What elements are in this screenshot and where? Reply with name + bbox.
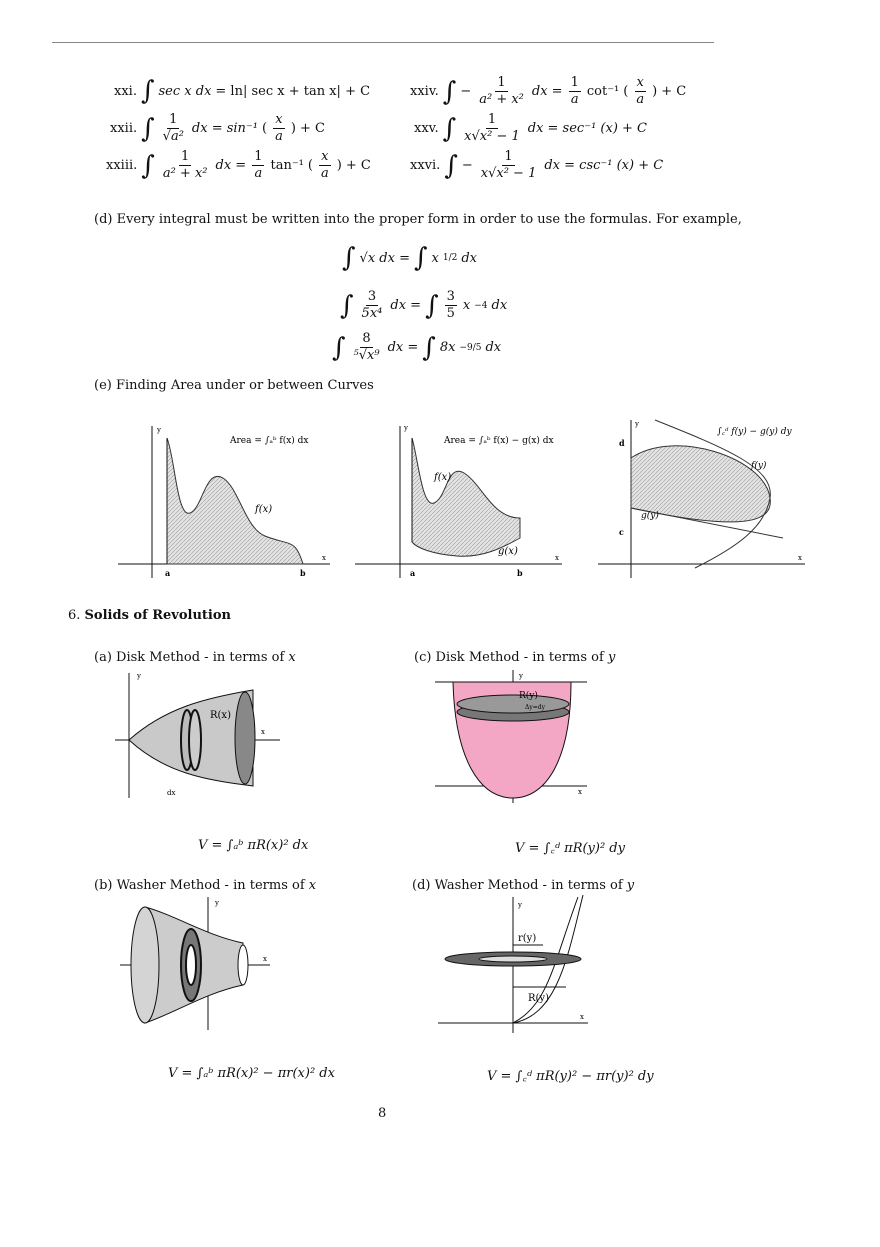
svg-text:r(y): r(y) bbox=[518, 933, 537, 944]
svg-text:x: x bbox=[263, 955, 267, 963]
svg-text:f(y): f(y) bbox=[751, 461, 767, 471]
svg-text:Δy=dy: Δy=dy bbox=[525, 704, 545, 711]
formula-washer-y: V = ∫꜀ᵈ πR(y)² − πr(y)² dy bbox=[487, 1069, 654, 1084]
svg-text:y: y bbox=[635, 420, 639, 428]
washer-y-label: (d) Washer Method - in terms of y bbox=[412, 878, 635, 893]
b-label: b bbox=[300, 568, 306, 578]
disk-x-figure bbox=[115, 668, 285, 803]
svg-text:y: y bbox=[137, 672, 141, 680]
svg-text:y: y bbox=[519, 672, 523, 680]
part-d-text: (d) Every integral must be written into the proper form in order to use the formulas. For example, bbox=[94, 212, 742, 227]
page-number: 8 bbox=[378, 1106, 387, 1121]
area-label: Area = ∫ₐᵇ f(x) dx bbox=[230, 436, 309, 446]
section-6-heading: 6. Solids of Revolution bbox=[68, 608, 231, 623]
svg-text:∫꜀ᵈ f(y) − g(y) dy: ∫꜀ᵈ f(y) − g(y) dy bbox=[717, 427, 792, 437]
disk-x-label: (a) Disk Method - in terms of x bbox=[94, 650, 296, 665]
svg-text:R(y): R(y) bbox=[528, 993, 549, 1004]
disk-y-label: (c) Disk Method - in terms of y bbox=[414, 650, 616, 665]
svg-text:c: c bbox=[619, 527, 624, 537]
washer-x-figure bbox=[115, 895, 275, 1035]
part-e-text: (e) Finding Area under or between Curves bbox=[94, 378, 374, 393]
svg-text:dx: dx bbox=[167, 789, 176, 797]
svg-text:y: y bbox=[404, 424, 408, 432]
formula-xxii: xxii. ∫ $\frac{1}{\text{√a²}}$ dx = sin⁻¹ ( $\frac{x}{a}$ ) + C bbox=[110, 112, 325, 145]
disk-y-figure bbox=[435, 668, 595, 808]
area-graph-2 bbox=[352, 418, 567, 580]
area-graph-1 bbox=[115, 418, 335, 580]
svg-text:x: x bbox=[261, 728, 265, 736]
svg-text:y: y bbox=[215, 899, 219, 907]
example-2: ∫ $\frac{3}{\text{5x⁴}}$ dx = ∫ $\frac{3}{5}$ x −4 dx bbox=[340, 289, 508, 322]
svg-text:g(y): g(y) bbox=[641, 511, 659, 521]
f-label: f(x) bbox=[255, 504, 273, 515]
formula-xxiv: xxiv. ∫ − $\frac{1}{\text{a² + x²}}$ dx = $\frac{1}{a}$ cot⁻¹ ( $\frac{x}{a}$ ) + C bbox=[410, 75, 687, 108]
y-label: y bbox=[157, 426, 161, 434]
svg-text:y: y bbox=[518, 901, 522, 909]
svg-text:b: b bbox=[517, 568, 523, 578]
svg-text:x: x bbox=[798, 554, 802, 562]
svg-text:x: x bbox=[555, 554, 559, 562]
svg-text:Area = ∫ₐᵇ f(x) − g(x) dx: Area = ∫ₐᵇ f(x) − g(x) dx bbox=[444, 436, 554, 446]
shaded-region bbox=[167, 438, 303, 564]
formula-disk-y: V = ∫꜀ᵈ πR(y)² dy bbox=[515, 841, 625, 856]
example-1: ∫ √x dx = ∫ x 1/2 dx bbox=[342, 243, 478, 273]
formula-disk-x: V = ∫ₐᵇ πR(x)² dx bbox=[198, 838, 309, 853]
a-label: a bbox=[165, 568, 171, 578]
x-label: x bbox=[322, 554, 326, 562]
example-3: ∫ $\frac{8}{\text{⁵√x⁹}}$ dx = ∫ 8x −9/5 dx bbox=[332, 331, 502, 364]
formula-xxiii: xxiii. ∫ $\frac{1}{\text{a² + x²}}$ dx = $\frac{1}{a}$ tan⁻¹ ( $\frac{x}{a}$ ) + C bbox=[106, 149, 371, 182]
svg-text:R(y): R(y) bbox=[519, 691, 538, 701]
formula-xxvi: xxvi. ∫ − $\frac{1}{\text{x√x² − 1}}$ dx = csc⁻¹ (x) + C bbox=[410, 149, 664, 182]
svg-text:a: a bbox=[410, 568, 416, 578]
svg-text:R(x): R(x) bbox=[210, 710, 231, 721]
washer-x-label: (b) Washer Method - in terms of x bbox=[94, 878, 317, 893]
header-rule bbox=[52, 42, 714, 43]
svg-text:x: x bbox=[580, 1013, 584, 1021]
area-graph-3 bbox=[595, 418, 810, 580]
formula-xxv: xxv. ∫ $\frac{1}{\text{x√x² − 1}}$ dx = sec⁻¹ (x) + C bbox=[414, 112, 647, 145]
svg-text:f(x): f(x) bbox=[434, 472, 452, 483]
formula-xxi: xxi. ∫ sec x dx = ln| sec x + tan x| + C bbox=[114, 76, 371, 106]
washer-y-figure bbox=[438, 895, 598, 1035]
formula-washer-x: V = ∫ₐᵇ πR(x)² − πr(x)² dx bbox=[168, 1066, 335, 1081]
svg-text:x: x bbox=[578, 788, 582, 796]
svg-text:d: d bbox=[619, 438, 625, 448]
svg-text:g(x): g(x) bbox=[498, 546, 518, 557]
